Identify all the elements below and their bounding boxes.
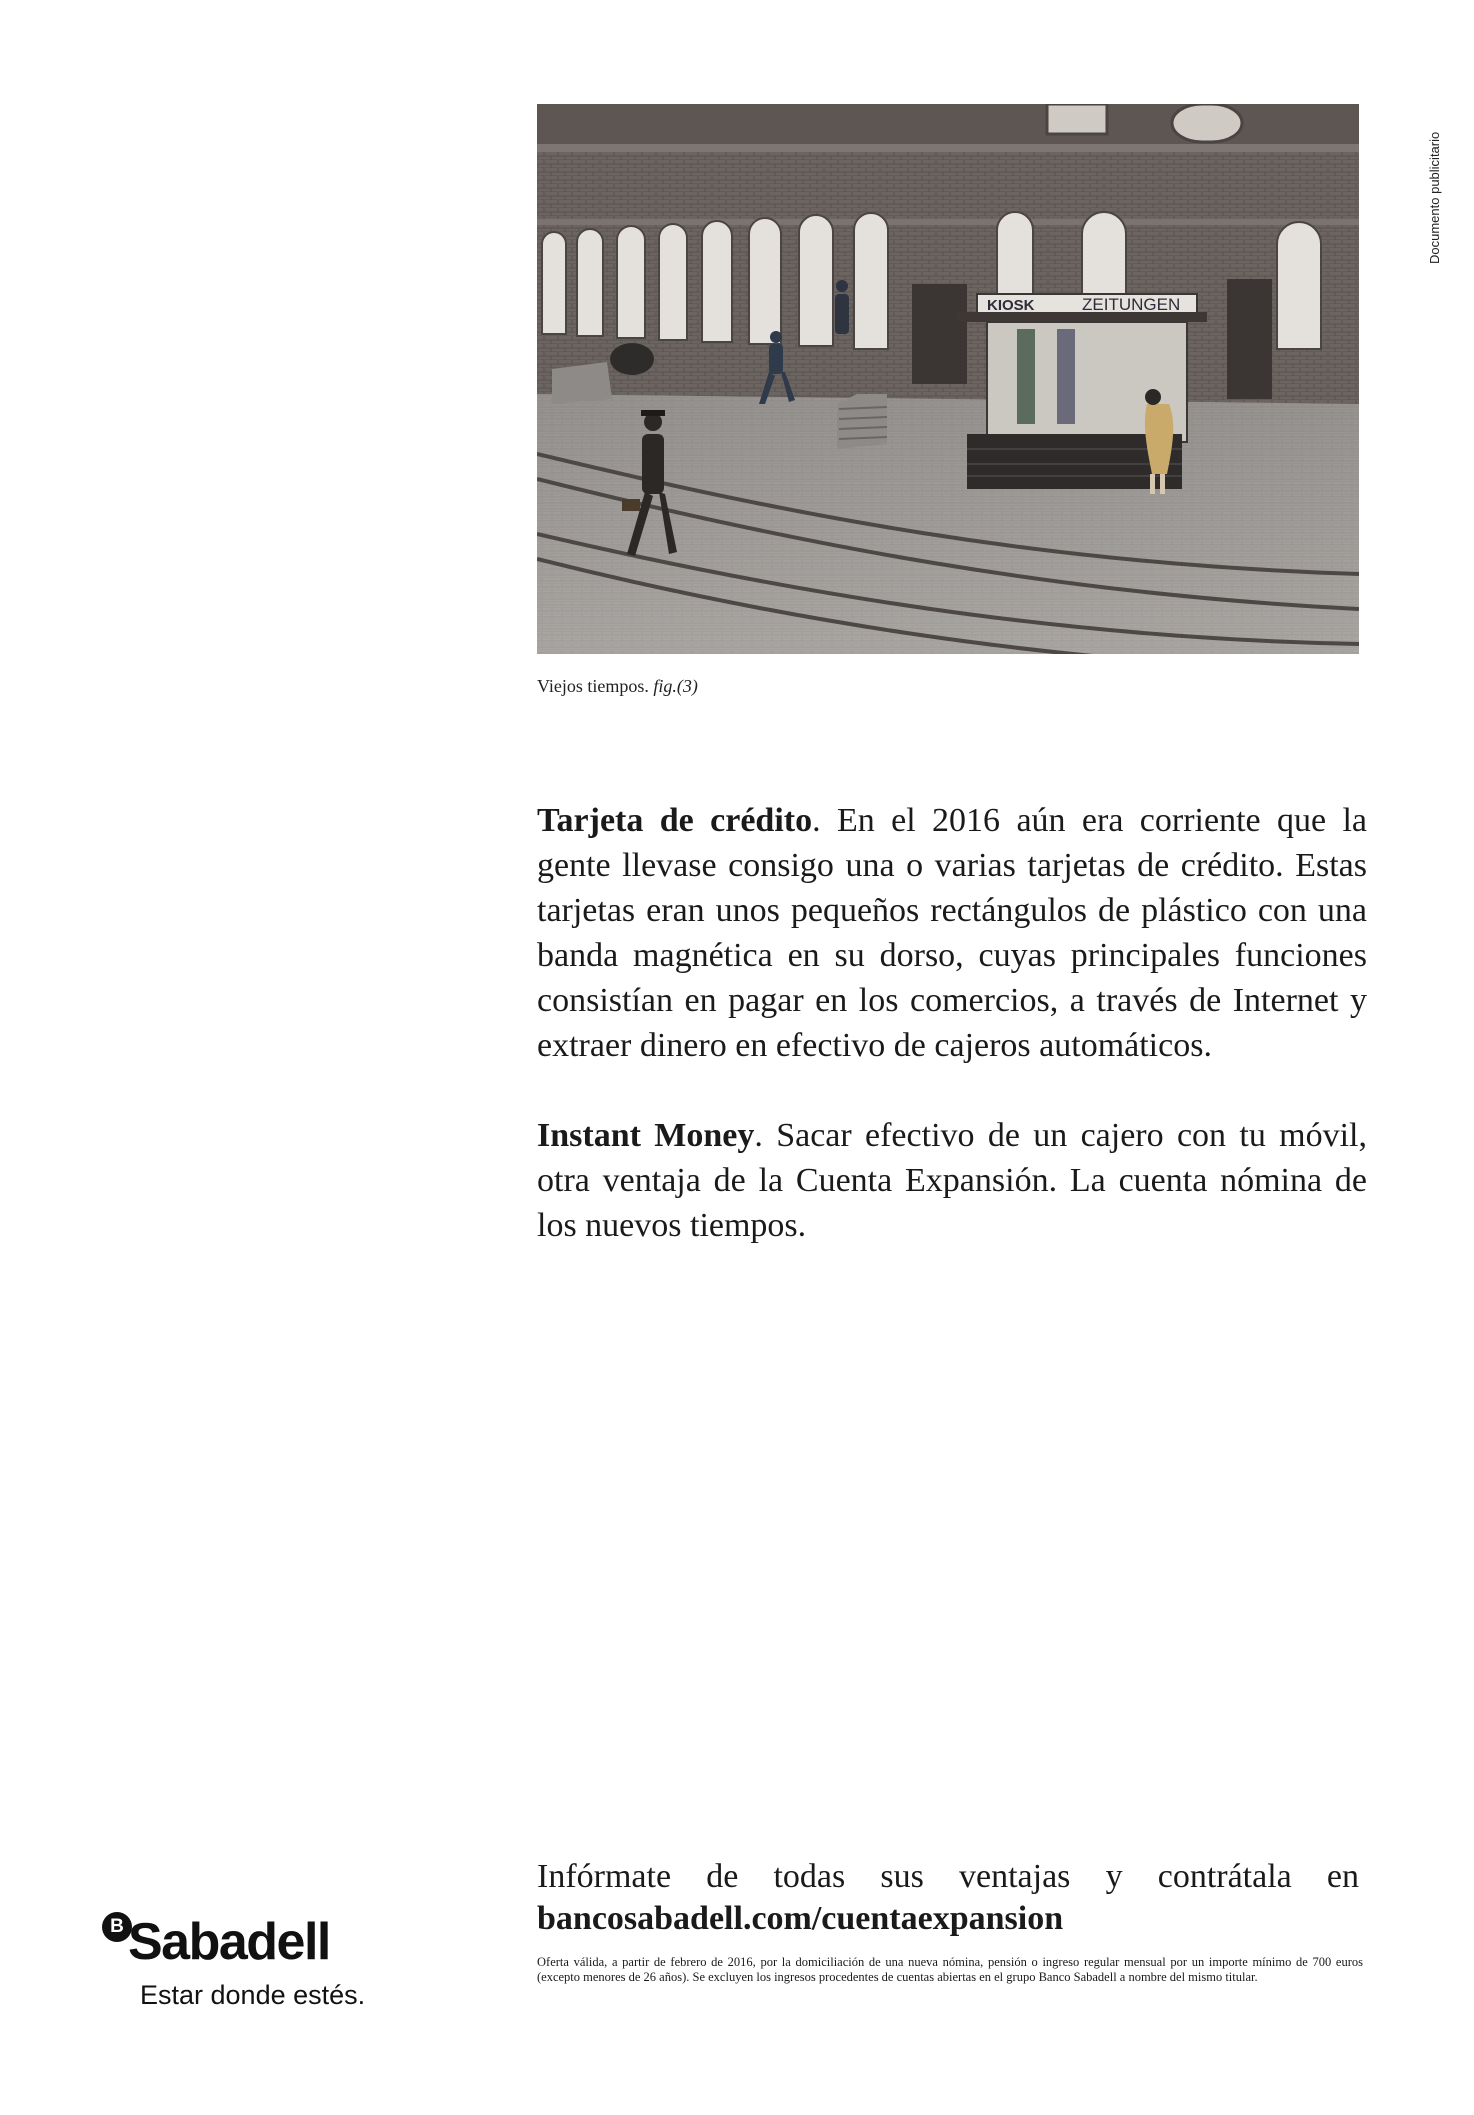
caption-figure-ref: fig.(3) <box>653 676 698 696</box>
paragraph-lead: Tarjeta de crédito <box>537 802 813 839</box>
document-type-label: Documento publicitario <box>1427 131 1442 264</box>
station-photo <box>537 104 1359 654</box>
call-to-action <box>537 1856 1359 1940</box>
paragraph-body: . Sacar efectivo de un cajero con tu móvil, otra ventaja de la Cuenta Expansión. La cuenta nómina de los nuevos tiempos. <box>537 1117 1367 1244</box>
paragraph-body: . En el 2016 aún era corriente que la gente llevase consigo una o varias tarjetas de crédito. Estas tarjetas eran unos pequeños rectángulos de plástico con una banda magnética en su dorso, cuyas principales funciones consistían en pagar en los comercios, a través de Internet y extraer dinero en efectivo de cajeros automáticos. <box>537 802 1367 1064</box>
cta-text: Infórmate de todas sus ventajas y contrátala en <box>537 1858 1359 1895</box>
legal-disclaimer: Oferta válida, a partir de febrero de 2016, por la domiciliación de una nueva nómina, pensión o ingreso regular mensual por un importe mínimo de 700 euros (excepto menores de 26 años). Se excluyen los ingresos procedentes de cuentas abiertas en el grupo Banco Sabadell a nombre del mismo titular. <box>537 1955 1363 1984</box>
kiosk-sign-right: ZEITUNGEN <box>1082 295 1181 314</box>
cta-url-link[interactable]: bancosabadell.com/cuentaexpansion <box>537 1900 1064 1937</box>
kiosk-sign-left: KIOSK <box>987 297 1035 314</box>
logo-wordmark: Sabadell <box>128 1913 330 1971</box>
paragraph-lead: Instant Money <box>537 1117 755 1154</box>
caption-text: Viejos tiempos. <box>537 676 649 696</box>
logo-mark-icon: B <box>102 1912 132 1942</box>
paragraph-credit-card <box>537 798 1367 1068</box>
sabadell-logo <box>102 1912 382 2022</box>
station-illustration <box>537 104 1359 654</box>
paragraph-instant-money <box>537 1113 1367 1248</box>
brand-tagline: Estar donde estés. <box>140 1980 366 2010</box>
body-text <box>537 798 1367 1293</box>
photo-caption <box>537 676 698 697</box>
